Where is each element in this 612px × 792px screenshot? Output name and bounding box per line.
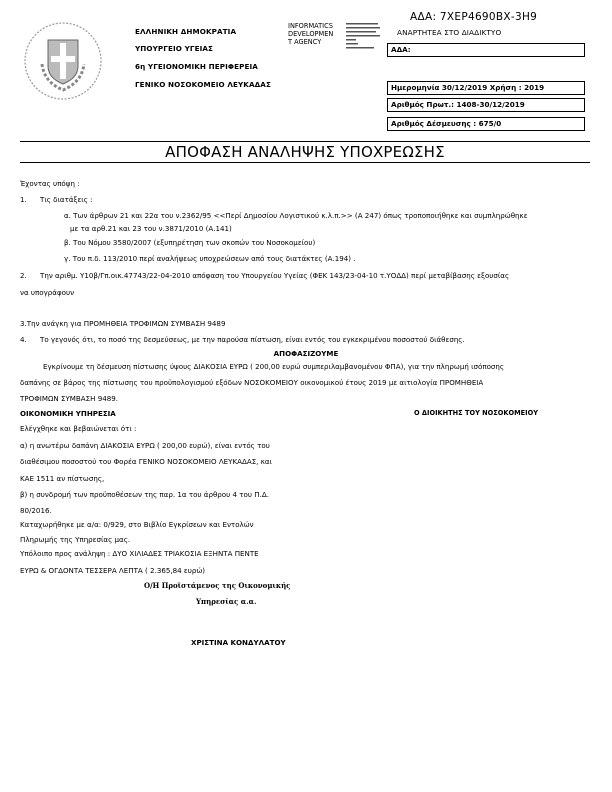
finance-line7: Πληρωμής της Υπηρεσίας μας. [20, 535, 131, 544]
finance-line9: ΕΥΡΩ & ΟΓΔΟΝΤΑ ΤΕΣΣΕΡΑ ΛΕΠΤΑ ( 2.365,84 ευρώ) [20, 566, 206, 575]
ada-box: ΑΔΑ: [387, 43, 585, 57]
header-hospital: ΓΕΝΙΚΟ ΝΟΣΟΚΟΜΕΙΟ ΛΕΥΚΑΔΑΣ [135, 80, 271, 89]
agency-small-text-block [346, 22, 382, 54]
agency-line3: T AGENCY [288, 38, 322, 46]
provision-c: γ. Του π.δ. 113/2010 περί αναλήψεως υποχρεώσεων από τους διατάκτες (Α.194) . [64, 254, 356, 263]
approval-line1: Εγκρίνουμε τη δέσμευση πίστωσης ύψους ΔΙΑΚΟΣΙΑ ΕΥΡΩ ( 200,00 ευρώ συμπεριλαμβανομένου ΦΠΑ), για την πληρωμή ισόποσης [43, 362, 505, 371]
signature-title-line2: Υπηρεσίας α.α. [196, 597, 257, 606]
signature-title-line1: Ο/Η Προϊστάμενος της Οικονομικής [144, 581, 291, 590]
item3-text: 3.Την ανάγκη για ΠΡΟΜΗΘΕΙΑ ΤΡΟΦΙΜΩΝ ΣΥΜΒΑΣΗ 9489 [20, 319, 226, 328]
provision-b: β. Του Νόμου 3580/2007 (εξυπηρέτηση των σκοπών του Νοσοκομείου) [64, 238, 316, 247]
provision-a-line2: με τα αρθ.21 και 23 του ν.3871/2010 (Α.141) [70, 224, 232, 233]
agency-name [288, 22, 333, 46]
decide-heading [0, 349, 612, 358]
header-ministry: ΥΠΟΥΡΓΕΙΟ ΥΓΕΙΑΣ [135, 44, 214, 53]
item1-text: Τις διατάξεις : [40, 195, 93, 204]
finance-line2: διαθέσιμου ποσοστού του Φορέα ΓΕΝΙΚΟ ΝΟΣΟΚΟΜΕΙΟ ΛΕΥΚΑΔΑΣ, και [20, 457, 272, 466]
finance-line3: ΚΑΕ 1511 αν πίστωσης, [20, 474, 105, 483]
posted-online-label: ΑΝΑΡΤΗΤΕΑ ΣΤΟ ΔΙΑΔΙΚΤΥΟ [397, 28, 502, 37]
commitment-box: Αριθμός Δέσμευσης : 675/0 [387, 117, 585, 131]
document-title [20, 141, 590, 163]
item2-line2: να υπογράφουν [20, 288, 75, 297]
agency-line2: DEVELOPMEN [288, 30, 334, 38]
considering-text: Έχοντας υπόψη : [20, 179, 80, 188]
item4-text: Το γεγονός ότι, το ποσό της δεσμεύσεως, με την παρούσα πίστωση, είναι εντός του εγκεκριμένου ποσοστού διάθεσης. [40, 335, 465, 344]
director-heading: Ο ΔΙΟΙΚΗΤΗΣ ΤΟΥ ΝΟΣΟΚΟΜΕΙΟΥ [414, 409, 538, 417]
item2-number: 2. [20, 271, 27, 280]
checked-text: Ελέγχθηκε και βεβαιώνεται ότι : [20, 424, 137, 433]
approval-line2: δαπάνης σε βάρος της πίστωσης του προϋπολογισμού εξόδων ΝΟΣΟΚΟΜΕΙΟΥ οικονομικού έτους 2019 με αιτιολογία ΠΡΟΜΗΘΕΙΑ [20, 378, 484, 387]
finance-line8: Υπόλοιπο προς ανάληψη : ΔΥΟ ΧΙΛΙΑΔΕΣ ΤΡΙΑΚΟΣΙΑ ΕΞΗΝΤΑ ΠΕΝΤΕ [20, 549, 259, 558]
agency-line1: INFORMATICS [288, 22, 333, 30]
item4-number: 4. [20, 335, 27, 344]
finance-service-heading: ΟΙΚΟΝΟΜΙΚΗ ΥΠΗΡΕΣΙΑ [20, 409, 116, 418]
finance-line6: Καταχωρήθηκε με α/α: 0/929, στο Βιβλίο Εγκρίσεων και Εντολών [20, 520, 254, 529]
decide-heading-text: ΑΠΟΦΑΣΙΖΟΥΜΕ [273, 349, 339, 358]
signer-name: ΧΡΙΣΤΙΝΑ ΚΟΝΔΥΛΑΤΟΥ [191, 638, 286, 647]
item2-line1: Την αριθμ. Υ10β/Γπ.οικ.47743/22-04-2010 απόφαση του Υπουργείου Υγείας (ΦΕΚ 143/23-04-10 τ.ΥΟΔΔ) περί μεταβίβασης εξουσίας [40, 271, 510, 280]
approval-line3: ΤΡΟΦΙΜΩΝ ΣΥΜΒΑΣΗ 9489. [20, 394, 119, 403]
item1-number: 1. [20, 195, 27, 204]
header-republic: ΕΛΛΗΝΙΚΗ ΔΗΜΟΚΡΑΤΙΑ [135, 27, 237, 36]
hellenic-emblem-icon [22, 20, 104, 102]
ada-top-label: ΑΔΑ: 7ΧΕΡ4690ΒΧ-3Η9 [410, 11, 538, 23]
header-region: 6η ΥΓΕΙΟΝΟΜΙΚΗ ΠΕΡΙΦΕΡΕΙΑ [135, 62, 258, 71]
provision-a-line1: α. Των άρθρων 21 και 22α του ν.2362/95 <<Περί Δημοσίου Λογιστικού κ.λ.π.>> (Α 247) όπως τροποποιήθηκε και συμπληρώθηκε [64, 211, 528, 220]
document-title-text: ΑΠΟΦΑΣΗ ΑΝΑΛΗΨΗΣ ΥΠΟΧΡΕΩΣΗΣ [165, 143, 445, 161]
protocol-box: Αριθμός Πρωτ.: 1408-30/12/2019 [387, 98, 585, 112]
date-box: Ημερομηνία 30/12/2019 Χρήση : 2019 [387, 81, 585, 95]
finance-line5: 80/2016. [20, 506, 52, 515]
finance-line1: α) η ανωτέρω δαπάνη ΔΙΑΚΟΣΙΑ ΕΥΡΩ ( 200,00 ευρώ), είναι εντός του [20, 441, 270, 450]
finance-line4: β) η συνδρομή των προϋποθέσεων της παρ. 1α του άρθρου 4 του Π.Δ. [20, 490, 269, 499]
